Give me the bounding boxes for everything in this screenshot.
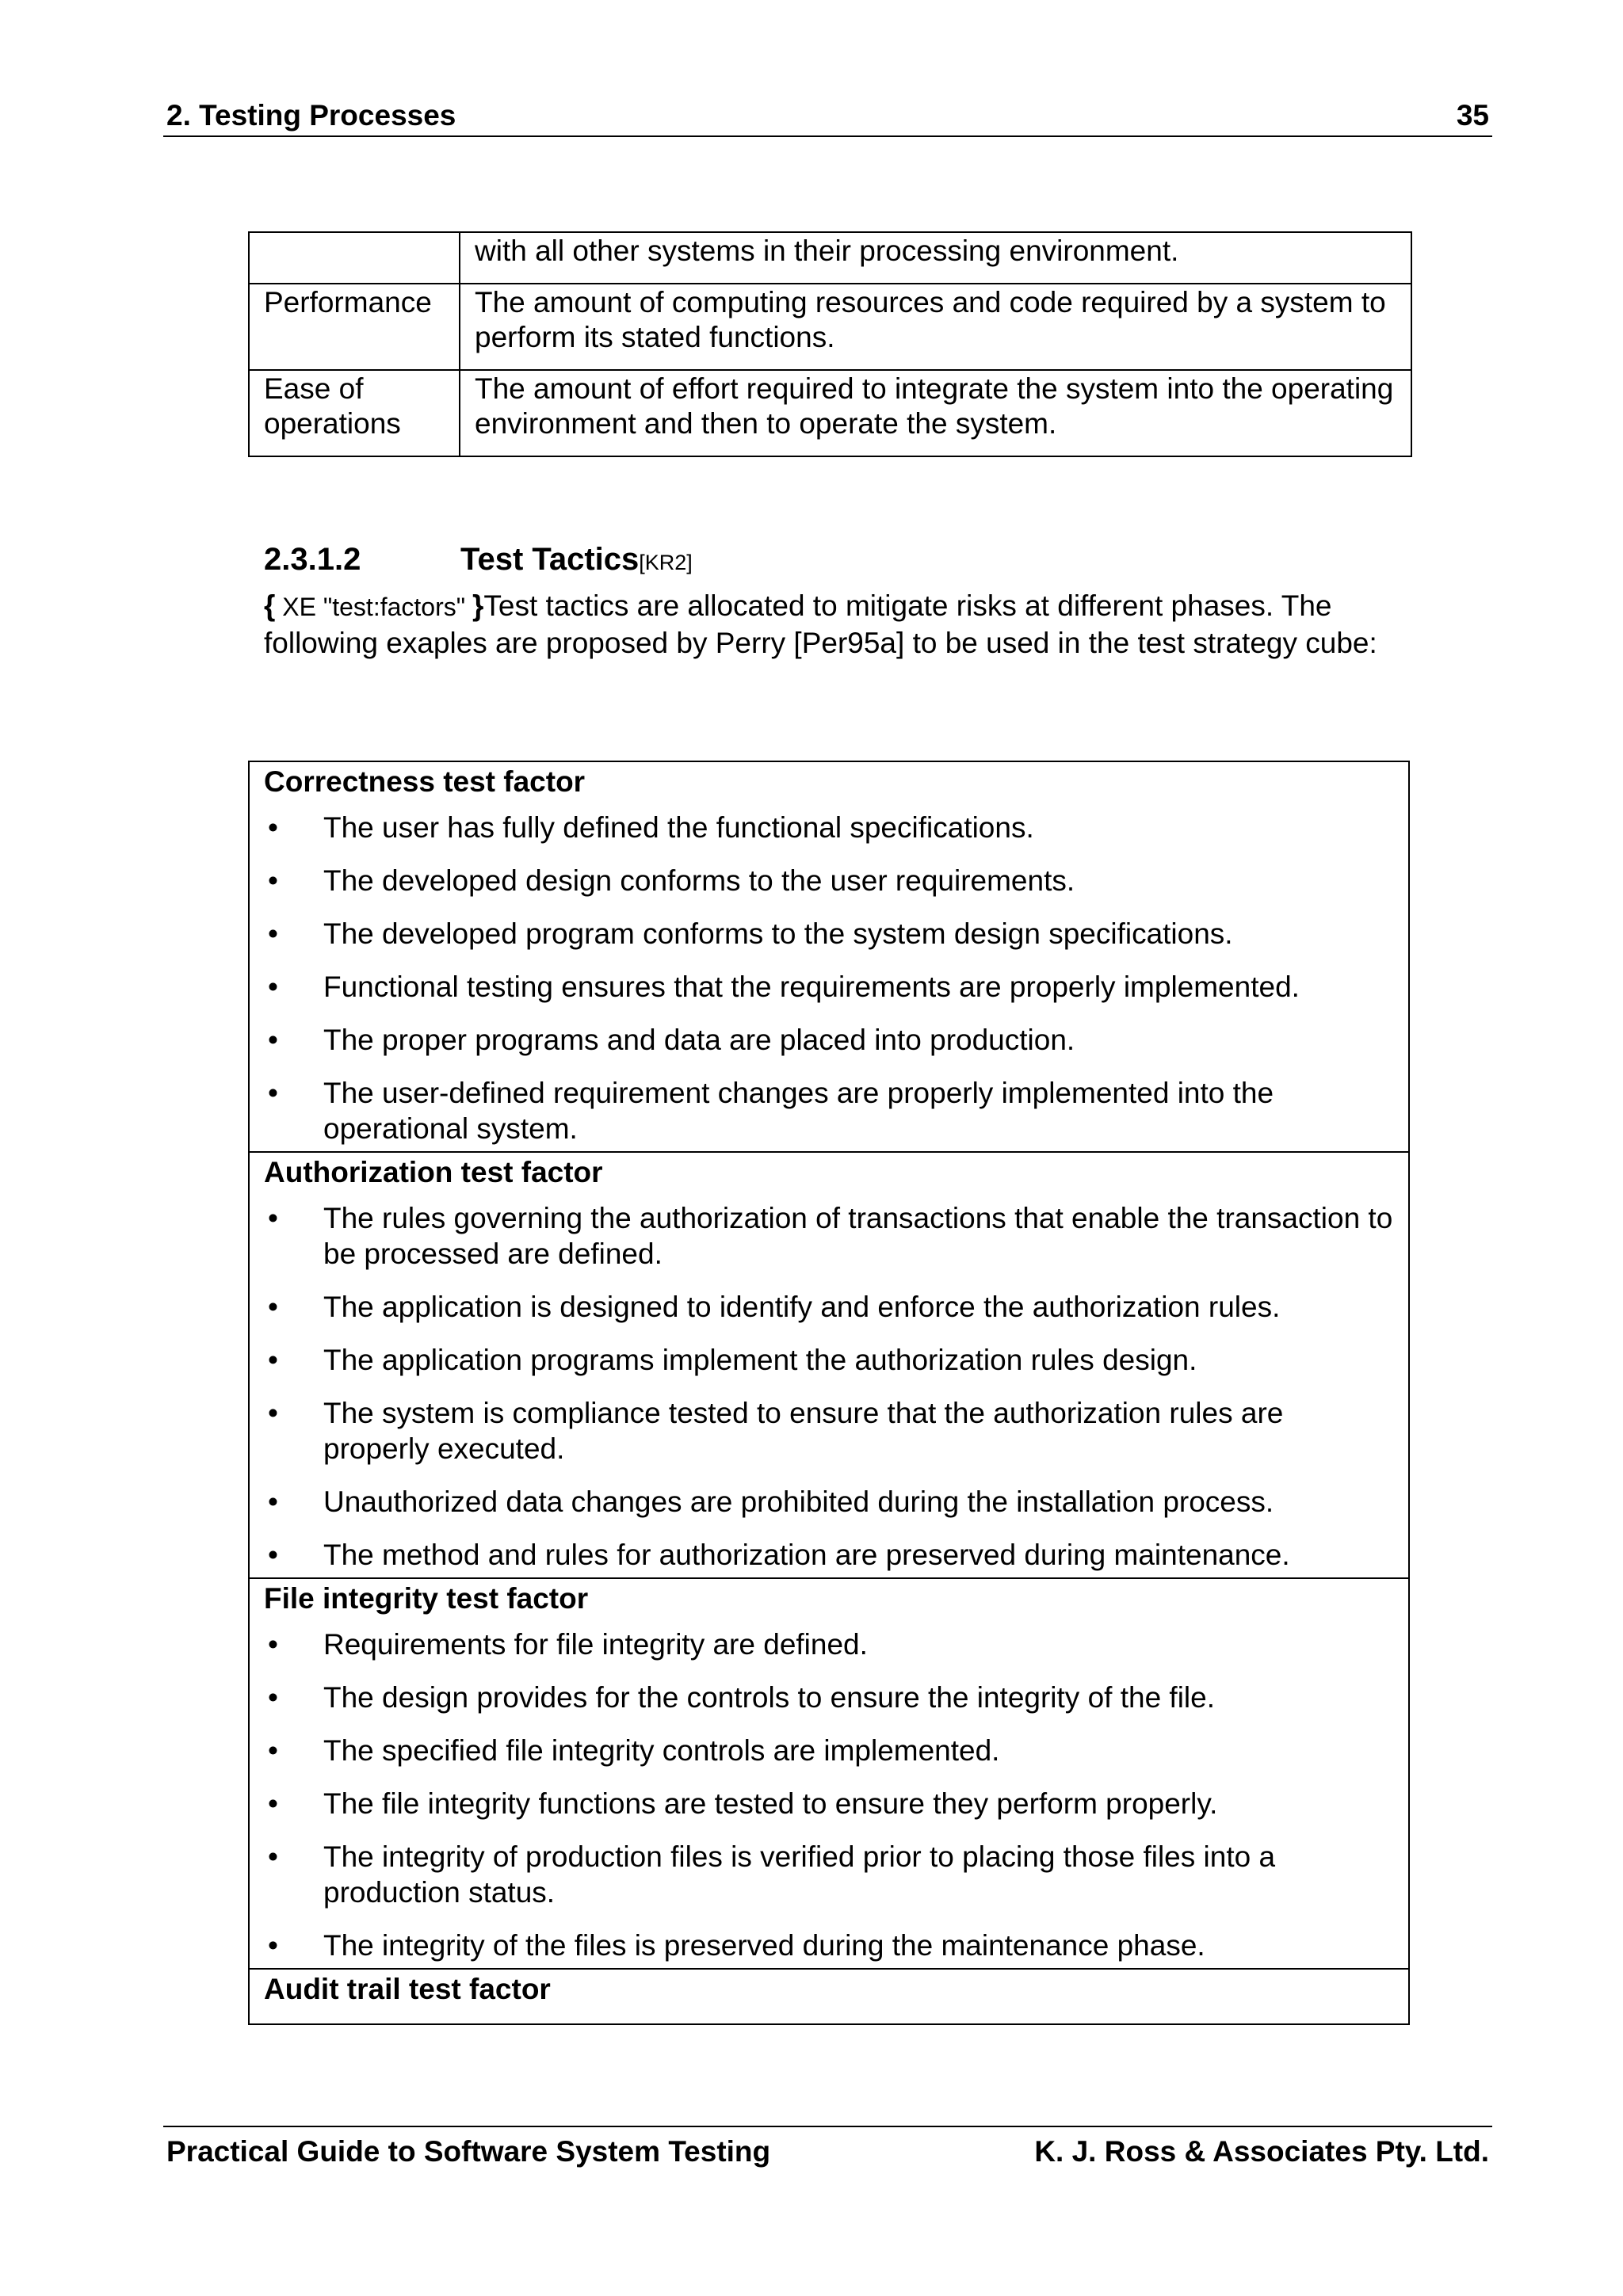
section-title: Test Tactics xyxy=(460,542,640,577)
list-item xyxy=(264,1289,1394,1325)
section-number: 2.3.1.2 xyxy=(264,542,361,577)
bullet-icon: • xyxy=(268,1077,278,1109)
list-item xyxy=(264,863,1394,898)
list-item xyxy=(264,1680,1394,1715)
table-row xyxy=(249,370,1411,456)
term-cell: Ease of operations xyxy=(249,370,460,456)
bullet-icon: • xyxy=(268,1787,278,1820)
intro-paragraph xyxy=(264,588,1405,661)
list-item xyxy=(264,1022,1394,1058)
bullet-icon: • xyxy=(268,1929,278,1962)
list-item xyxy=(264,1075,1394,1146)
bullet-icon: • xyxy=(268,1840,278,1873)
bullet-icon: • xyxy=(268,917,278,950)
bullet-icon: • xyxy=(268,1397,278,1429)
bullet-icon: • xyxy=(268,811,278,844)
list-item-text: The integrity of the files is preserved during the maintenance phase. xyxy=(323,1929,1205,1962)
list-item xyxy=(264,969,1394,1005)
description-cell: with all other systems in their processing environment. xyxy=(460,232,1411,284)
list-item xyxy=(264,1839,1394,1910)
list-item xyxy=(264,1342,1394,1378)
book-title: Practical Guide to Software System Testing xyxy=(166,2135,771,2168)
term-cell: Performance xyxy=(249,284,460,370)
list-item-text: Unauthorized data changes are prohibited during the installation process. xyxy=(323,1486,1274,1518)
section-ref: [KR2] xyxy=(639,551,693,574)
description-cell: The amount of effort required to integrate the system into the operating environment and then to operate the system. xyxy=(460,370,1411,456)
factor-title: Correctness test factor xyxy=(264,765,586,798)
factor-group xyxy=(250,1970,1408,2023)
table-row xyxy=(249,232,1411,284)
list-item xyxy=(264,1627,1394,1662)
chapter-title: 2. Testing Processes xyxy=(166,99,456,132)
bullet-icon: • xyxy=(268,1202,278,1234)
list-item xyxy=(264,810,1394,845)
bullet-icon: • xyxy=(268,1539,278,1571)
description-cell: The amount of computing resources and code required by a system to perform its stated functions. xyxy=(460,284,1411,370)
table-row xyxy=(249,284,1411,370)
bullet-icon: • xyxy=(268,1024,278,1056)
list-item xyxy=(264,916,1394,952)
quality-factors-table xyxy=(248,231,1412,457)
field-open-brace: { xyxy=(264,589,276,622)
factor-title: Audit trail test factor xyxy=(264,1973,551,2005)
bullet-icon: • xyxy=(268,1681,278,1714)
bullet-icon: • xyxy=(268,971,278,1003)
bullet-icon: • xyxy=(268,1628,278,1661)
publisher: K. J. Ross & Associates Pty. Ltd. xyxy=(1034,2135,1489,2168)
list-item xyxy=(264,1395,1394,1466)
list-item-text: The application is designed to identify and enforce the authorization rules. xyxy=(323,1291,1281,1323)
list-item-text: The proper programs and data are placed into production. xyxy=(323,1024,1075,1056)
list-item xyxy=(264,1786,1394,1821)
factor-title: File integrity test factor xyxy=(264,1582,589,1615)
list-item-text: The rules governing the authorization of transactions that enable the transaction to be processed are defined. xyxy=(323,1202,1393,1270)
bullet-icon: • xyxy=(268,1344,278,1376)
list-item-text: The user-defined requirement changes are properly implemented into the operational system. xyxy=(323,1077,1274,1145)
field-close-brace: } xyxy=(472,589,484,622)
factor-title: Authorization test factor xyxy=(264,1156,603,1188)
list-item-text: The user has fully defined the functional specifications. xyxy=(323,811,1034,844)
section-heading xyxy=(264,542,693,578)
bullet-icon: • xyxy=(268,1291,278,1323)
list-item-text: The method and rules for authorization are preserved during maintenance. xyxy=(323,1539,1290,1571)
intro-text: Test tactics are allocated to mitigate risks at different phases. The following exaples are proposed by Perry [Per95a] to be used in the test strategy cube: xyxy=(264,589,1377,659)
list-item-text: Requirements for file integrity are defined. xyxy=(323,1628,868,1661)
list-item xyxy=(264,1537,1394,1573)
bullet-icon: • xyxy=(268,1486,278,1518)
test-factors-table xyxy=(248,761,1410,2025)
index-field-code: XE "test:factors" xyxy=(275,593,472,621)
list-item xyxy=(264,1200,1394,1272)
list-item-text: The developed program conforms to the system design specifications. xyxy=(323,917,1233,950)
list-item-text: The file integrity functions are tested to ensure they perform properly. xyxy=(323,1787,1218,1820)
list-item-text: The system is compliance tested to ensure that the authorization rules are properly executed. xyxy=(323,1397,1284,1465)
list-item-text: The application programs implement the authorization rules design. xyxy=(323,1344,1197,1376)
bullet-icon: • xyxy=(268,864,278,897)
bullet-icon: • xyxy=(268,1734,278,1767)
factor-group xyxy=(250,1579,1408,1970)
page-number: 35 xyxy=(1456,99,1489,132)
list-item-text: The design provides for the controls to ensure the integrity of the file. xyxy=(323,1681,1216,1714)
list-item-text: The integrity of production files is verified prior to placing those files into a production status. xyxy=(323,1840,1276,1909)
list-item-text: The specified file integrity controls are implemented. xyxy=(323,1734,1000,1767)
list-item xyxy=(264,1733,1394,1768)
list-item-text: The developed design conforms to the user requirements. xyxy=(323,864,1075,897)
page-header xyxy=(163,93,1492,137)
list-item xyxy=(264,1484,1394,1520)
list-item xyxy=(264,1928,1394,1963)
term-cell xyxy=(249,232,460,284)
factor-group xyxy=(250,1153,1408,1579)
list-item-text: Functional testing ensures that the requirements are properly implemented. xyxy=(323,971,1300,1003)
factor-group xyxy=(250,762,1408,1153)
page-footer xyxy=(163,2126,1492,2168)
